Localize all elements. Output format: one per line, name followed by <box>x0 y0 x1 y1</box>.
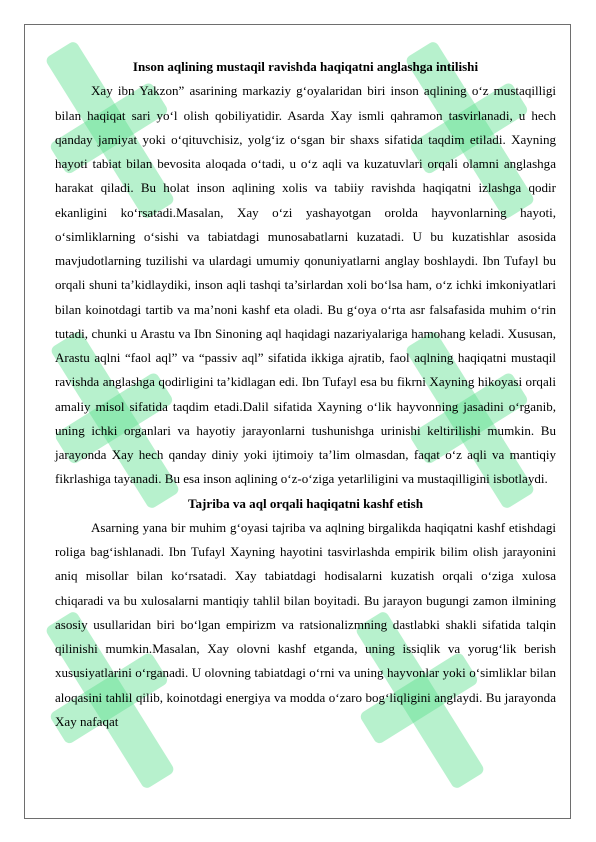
document-body <box>55 55 556 734</box>
paragraph: Asarning yana bir muhim g‘oyasi tajriba va aqlning birgalikda haqiqatni kashf etishdagi roliga bag‘ishlanadi. Ibn Tufayl Xayning hayotini tasvirlashda empirik bilim olish jarayonini aniq misollar bilan ko‘rsatadi. Xay tabiatdagi hodisalarni kuzatish orqali o‘ziga xulosa chiqaradi va bu xulosalarni mantiqiy tahlil bilan boyitadi. Bu jarayon bugungi zamon ilmining asosiy usullaridan biri bo‘lgan empirizm va ratsionalizmning dastlabki shakli sifatida talqin qilinishi mumkin.Masalan, Xay olovni kashf etganda, uning issiqlik va yorug‘lik berish xususiyatlarini o‘rganadi. U olovning tabiatdagi o‘rni va uning hayvonlar yoki o‘simliklar bilan aloqasini tahlil qilib, koinotdagi energiya va modda o‘zaro bog‘liqligini anglaydi. Bu jarayonda Xay nafaqat <box>55 519 556 729</box>
section-subtitle: Tajriba va aql orqali haqiqatni kashf etish <box>188 495 423 511</box>
section-title: Inson aqlining mustaqil ravishda haqiqatni anglashga intilishi <box>132 59 479 74</box>
paragraph: Xay ibn Yakzon” asarining markaziy g‘oyalaridan biri inson aqlining o‘z mustaqilligi bilan haqiqat sari yo‘l olish qobiliyatidir. Asarda Xay ismli qahramon tasvirlanadi, u hech qanday jamiyat yoki o‘qituvchisiz, yolg‘iz o‘sgan bir shaxs sifatida taqdim etiladi. Xayning hayoti tabiat bilan bevosita aloqada o‘tadi, u o‘z aqli va kuzatuvlari orqali olamni anglashga harakat qiladi. Bu holat inson aqlining xolis va tabiiy ravishda haqiqatni izlashga qodir ekanligini ko‘rsatadi.Masalan, Xay o‘zi yashayotgan orolda hayvonlarning hayoti, o‘simliklarning o‘sishi va tabiatdagi munosabatlarni kuzatadi. U bu kuzatishlar asosida mavjudotlarning tuzilishi va ulardagi umumiy qonuniyatlarni anglay boshlaydi. Ibn Tufayl bu orqali shuni ta’kidlaydiki, inson aqli tashqi ta’sirlardan xoli bo‘lsa ham, o‘z ichki imkoniyatlari bilan koinotdagi tartib va ma’noni kashf eta oladi. Bu g‘oya o‘rta asr falsafasida muhim o‘rin tutadi, chunki u Arastu va Ibn Sinoning aql haqidagi nazariyalariga hamohang keladi. Xususan, Arastu aqlni “faol aql” va “passiv aql” sifatida ikkiga ajratib, faol aqlning haqiqatni mustaqil ravishda anglashga qodirligini ta’kidlagan edi. Ibn Tufayl esa bu fikrni Xayning hikoyasi orqali amaliy misol sifatida taqdim etadi.Dalil sifatida Xayning o‘lik hayvonning jasadini o‘rganib, uning ichki organlari va hayotiy jarayonlarni tushunishga urinishi keltirilishi mumkin. Bu jarayonda Xay hech qanday diniy yoki ijtimoiy ta’lim olmasdan, faqat o‘z aqli va mantiqiy fikrlashiga tayanadi. Bu esa inson aqlining o‘z-o‘ziga yetarliligini va mustaqilligini isbotlaydi. <box>55 83 556 487</box>
